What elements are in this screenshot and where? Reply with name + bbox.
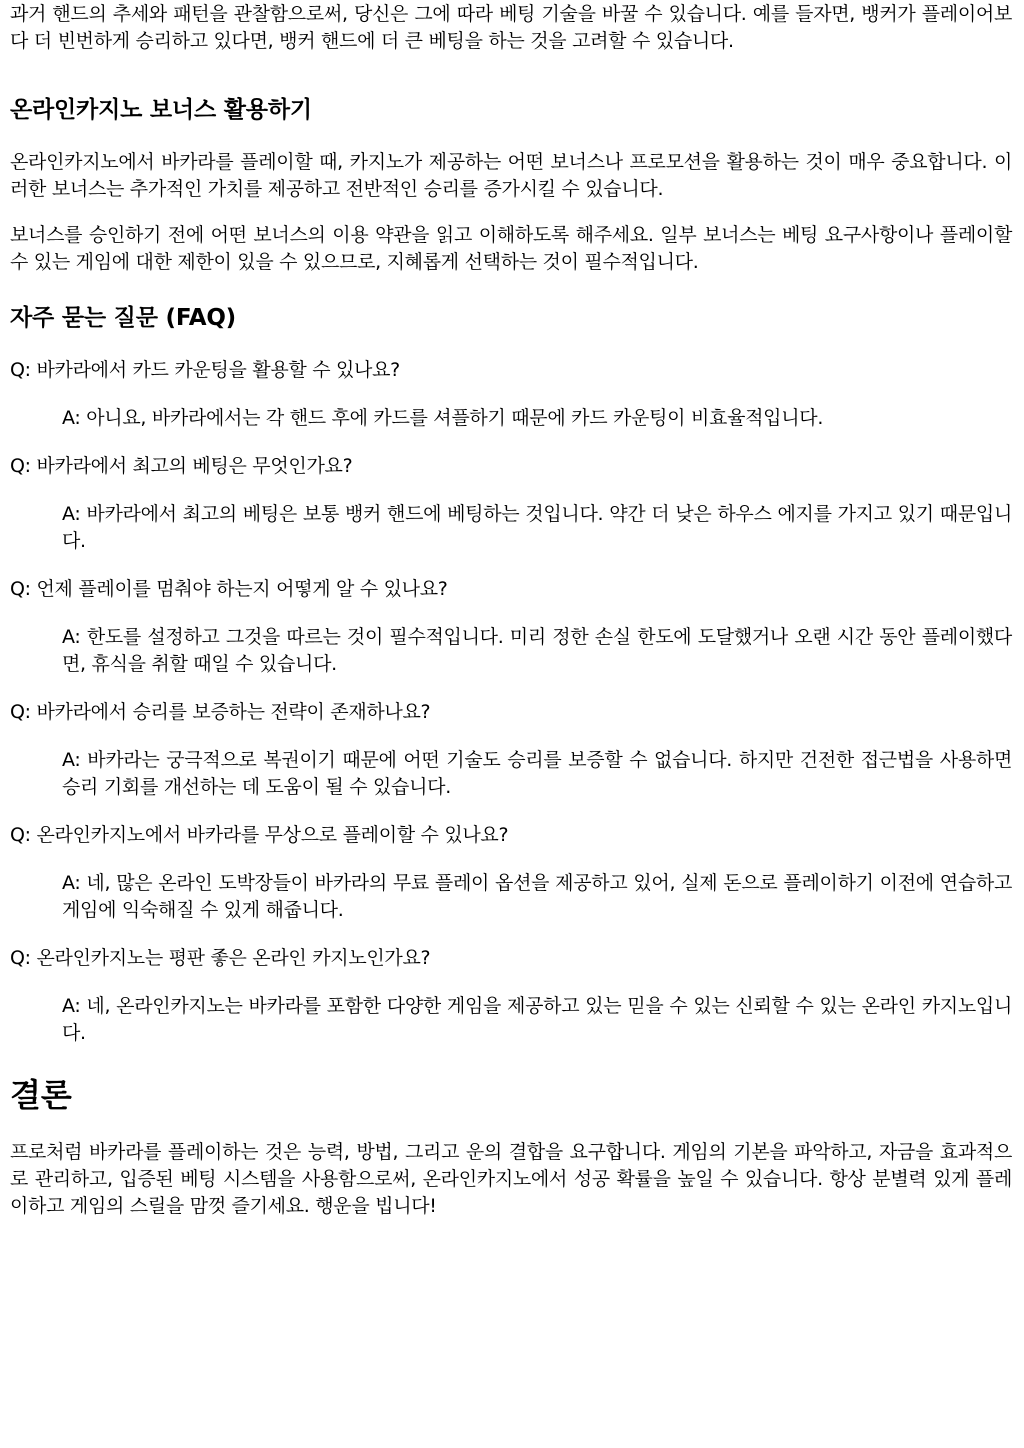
faq-item [10,453,1012,555]
conclusion-heading: 결론 [10,1076,72,1114]
faq-list [10,357,1012,1047]
conclusion-paragraph: 프로처럼 바카라를 플레이하는 것은 능력, 방법, 그리고 운의 결합을 요구합니다. 게임의 기본을 파악하고, 자금을 효과적으로 관리하고, 입증된 베팅 시스템을 사용함으로써, 온라인카지노에서 성공 확률을 높일 수 있습니다. 항상 분별력 있게 플레이하고 게임의 스릴을 맘껏 즐기세요. 행운을 빕니다! [10,1141,1012,1217]
faq-item [10,822,1012,924]
bonus-paragraph-2: 보너스를 승인하기 전에 어떤 보너스의 이용 약관을 읽고 이해하도록 해주세요. 일부 보너스는 베팅 요구사항이나 플레이할 수 있는 게임에 대한 제한이 있을 수 있으므로, 지혜롭게 선택하는 것이 필수적입니다. [10,224,1012,273]
intro-paragraph: 과거 핸드의 추세와 패턴을 관찰함으로써, 당신은 그에 따라 베팅 기술을 바꿀 수 있습니다. 예를 들자면, 뱅커가 플레이어보다 더 빈번하게 승리하고 있다면, 뱅커 핸드에 더 큰 베팅을 하는 것을 고려할 수 있습니다. [10,3,1012,52]
faq-question: Q: 언제 플레이를 멈춰야 하는지 어떻게 알 수 있나요? [10,578,448,600]
faq-item [10,699,1012,801]
faq-answer: A: 바카라에서 최고의 베팅은 보통 뱅커 핸드에 베팅하는 것입니다. 약간 더 낮은 하우스 에지를 가지고 있기 때문입니다. [62,503,1012,552]
faq-answer: A: 네, 온라인카지노는 바카라를 포함한 다양한 게임을 제공하고 있는 믿을 수 있는 신뢰할 수 있는 온라인 카지노입니다. [62,995,1012,1044]
bonus-section-heading: 온라인카지노 보너스 활용하기 [10,97,312,123]
faq-answer: A: 바카라는 궁극적으로 복권이기 때문에 어떤 기술도 승리를 보증할 수 없습니다. 하지만 건전한 접근법을 사용하면 승리 기회를 개선하는 데 도움이 될 수 있습니다. [62,749,1012,798]
faq-question: Q: 바카라에서 카드 카운팅을 활용할 수 있나요? [10,359,400,381]
faq-question: Q: 온라인카지노는 평판 좋은 온라인 카지노인가요? [10,947,431,969]
faq-question: Q: 바카라에서 최고의 베팅은 무엇인가요? [10,455,353,477]
faq-item [10,357,1012,432]
faq-answer: A: 네, 많은 온라인 도박장들이 바카라의 무료 플레이 옵션을 제공하고 있어, 실제 돈으로 플레이하기 이전에 연습하고 게임에 익숙해질 수 있게 해줍니다. [62,872,1012,921]
bonus-paragraph-1: 온라인카지노에서 바카라를 플레이할 때, 카지노가 제공하는 어떤 보너스나 프로모션을 활용하는 것이 매우 중요합니다. 이러한 보너스는 추가적인 가치를 제공하고 전반적인 승리를 증가시킬 수 있습니다. [10,151,1012,200]
faq-question: Q: 바카라에서 승리를 보증하는 전략이 존재하나요? [10,701,431,723]
faq-question: Q: 온라인카지노에서 바카라를 무상으로 플레이할 수 있나요? [10,824,509,846]
faq-answer: A: 아니요, 바카라에서는 각 핸드 후에 카드를 셔플하기 때문에 카드 카운팅이 비효율적입니다. [62,407,824,429]
faq-answer: A: 한도를 설정하고 그것을 따르는 것이 필수적입니다. 미리 정한 손실 한도에 도달했거나 오랜 시간 동안 플레이했다면, 휴식을 취할 때일 수 있습니다. [62,626,1012,675]
faq-item [10,945,1012,1047]
faq-section-heading: 자주 묻는 질문 (FAQ) [10,305,236,331]
faq-item [10,576,1012,678]
